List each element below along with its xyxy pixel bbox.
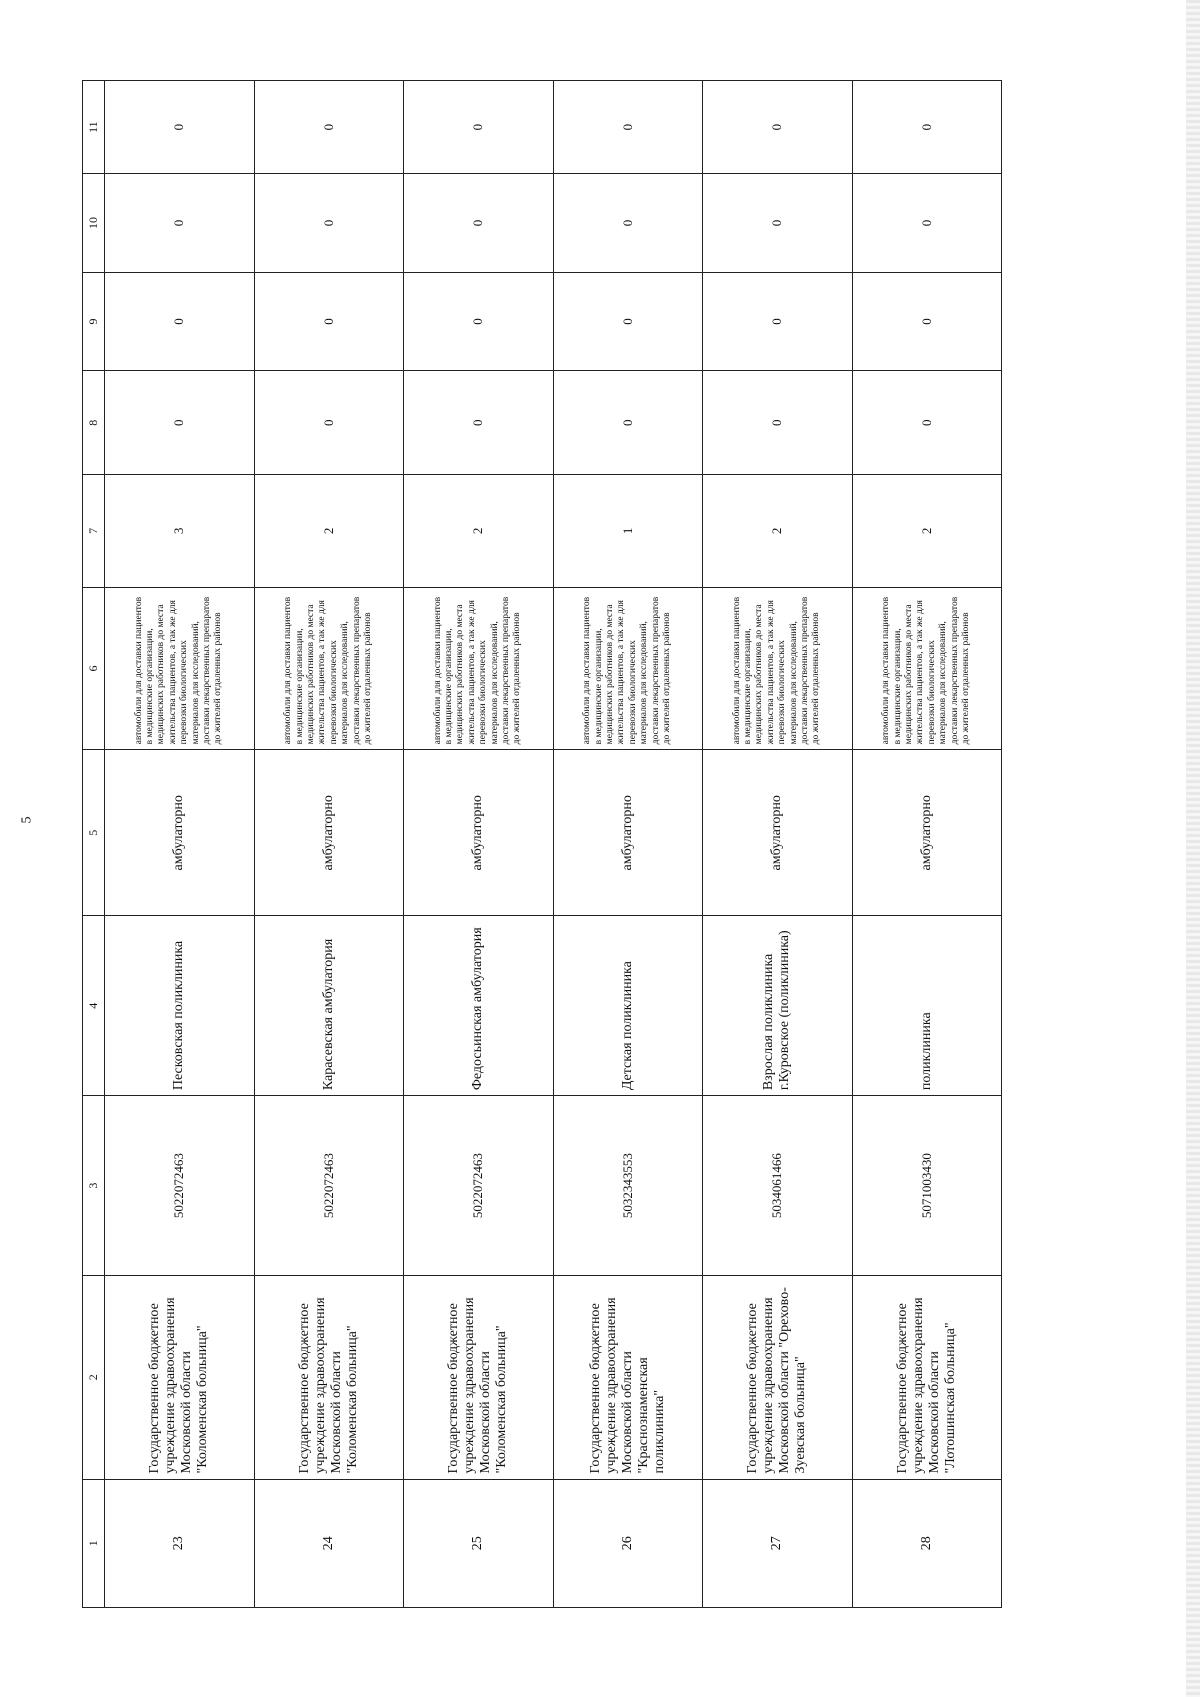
value-col-8: 0 [254, 371, 404, 475]
value-col-10: 0 [553, 174, 703, 273]
column-number: 3 [83, 1096, 105, 1276]
column-number: 6 [83, 587, 105, 750]
vehicle-purpose: автомобили для доставки пациентов в медицинские организации, медицинских работников до места жительства пациентов, а так же для перевозки биологических материалов для исследований, доставки лекарственных препаратов до жителей отдаленных районов [852, 587, 1002, 750]
organization-name: Государственное бюджетное учреждение здравоохранения Московской области "Краснознаменская поликлиника" [553, 1276, 703, 1479]
column-number: 5 [83, 750, 105, 916]
table-row [852, 81, 1002, 1608]
column-number: 2 [83, 1276, 105, 1479]
value-col-8: 0 [404, 371, 554, 475]
value-col-11: 0 [852, 81, 1002, 174]
subdivision: Взрослая поликлиника г.Куровское (поликлиника) [703, 916, 853, 1096]
column-number: 7 [83, 475, 105, 587]
value-col-10: 0 [703, 174, 853, 273]
scan-edge [1186, 0, 1200, 1697]
organization-name: Государственное бюджетное учреждение здравоохранения Московской области "Коломенская больница" [404, 1276, 554, 1479]
value-col-7: 2 [852, 475, 1002, 587]
column-number: 1 [83, 1479, 105, 1607]
vehicle-purpose: автомобили для доставки пациентов в медицинские организации, медицинских работников до места жительства пациентов, а так же для перевозки биологических материалов для исследований, доставки лекарственных препаратов до жителей отдаленных районов [553, 587, 703, 750]
value-col-11: 0 [404, 81, 554, 174]
column-number: 4 [83, 916, 105, 1096]
value-col-11: 0 [105, 81, 255, 174]
value-col-10: 0 [404, 174, 554, 273]
table-row [553, 81, 703, 1608]
row-number: 23 [105, 1479, 255, 1607]
value-col-8: 0 [703, 371, 853, 475]
column-number: 11 [83, 81, 105, 174]
inn: 5022072463 [105, 1096, 255, 1276]
care-condition: амбулаторно [852, 750, 1002, 916]
value-col-9: 0 [404, 272, 554, 371]
care-condition: амбулаторно [703, 750, 853, 916]
inn: 5022072463 [254, 1096, 404, 1276]
value-col-7: 2 [254, 475, 404, 587]
column-number-row [83, 81, 105, 1608]
care-condition: амбулаторно [553, 750, 703, 916]
value-col-7: 2 [703, 475, 853, 587]
column-number: 10 [83, 174, 105, 273]
value-col-10: 0 [105, 174, 255, 273]
row-number: 25 [404, 1479, 554, 1607]
row-number: 27 [703, 1479, 853, 1607]
inn: 5034061466 [703, 1096, 853, 1276]
subdivision: Федосьинская амбулатория [404, 916, 554, 1096]
vehicle-purpose: автомобили для доставки пациентов в медицинские организации, медицинских работников до места жительства пациентов, а так же для перевозки биологических материалов для исследований, доставки лекарственных препаратов до жителей отдаленных районов [105, 587, 255, 750]
value-col-10: 0 [852, 174, 1002, 273]
table-row [404, 81, 554, 1608]
inn: 5071003430 [852, 1096, 1002, 1276]
organization-name: Государственное бюджетное учреждение здравоохранения Московской области "Орехово-Зуевская больница" [703, 1276, 853, 1479]
inn: 5022072463 [404, 1096, 554, 1276]
vehicles-table [82, 80, 1002, 1608]
value-col-7: 3 [105, 475, 255, 587]
row-number: 26 [553, 1479, 703, 1607]
table-row [254, 81, 404, 1608]
organization-name: Государственное бюджетное учреждение здравоохранения Московской области "Лотошинская больница" [852, 1276, 1002, 1479]
value-col-7: 2 [404, 475, 554, 587]
value-col-8: 0 [852, 371, 1002, 475]
column-number: 9 [83, 272, 105, 371]
page-number: 5 [19, 816, 35, 824]
value-col-11: 0 [254, 81, 404, 174]
row-number: 24 [254, 1479, 404, 1607]
subdivision: поликлиника [852, 916, 1002, 1096]
value-col-9: 0 [105, 272, 255, 371]
table-row [703, 81, 853, 1608]
vehicle-purpose: автомобили для доставки пациентов в медицинские организации, медицинских работников до места жительства пациентов, а так же для перевозки биологических материалов для исследований, доставки лекарственных препаратов до жителей отдаленных районов [254, 587, 404, 750]
care-condition: амбулаторно [105, 750, 255, 916]
value-col-8: 0 [553, 371, 703, 475]
inn: 5032343553 [553, 1096, 703, 1276]
care-condition: амбулаторно [254, 750, 404, 916]
organization-name: Государственное бюджетное учреждение здравоохранения Московской области "Коломенская больница" [254, 1276, 404, 1479]
value-col-9: 0 [852, 272, 1002, 371]
subdivision: Детская поликлиника [553, 916, 703, 1096]
row-number: 28 [852, 1479, 1002, 1607]
value-col-9: 0 [254, 272, 404, 371]
subdivision: Карасевская амбулатория [254, 916, 404, 1096]
value-col-11: 0 [703, 81, 853, 174]
value-col-10: 0 [254, 174, 404, 273]
vehicle-purpose: автомобили для доставки пациентов в медицинские организации, медицинских работников до места жительства пациентов, а так же для перевозки биологических материалов для исследований, доставки лекарственных препаратов до жителей отдаленных районов [703, 587, 853, 750]
value-col-11: 0 [553, 81, 703, 174]
value-col-7: 1 [553, 475, 703, 587]
subdivision: Песковская поликлиника [105, 916, 255, 1096]
value-col-9: 0 [703, 272, 853, 371]
organization-name: Государственное бюджетное учреждение здравоохранения Московской области "Коломенская больница" [105, 1276, 255, 1479]
vehicle-purpose: автомобили для доставки пациентов в медицинские организации, медицинских работников до места жительства пациентов, а так же для перевозки биологических материалов для исследований, доставки лекарственных препаратов до жителей отдаленных районов [404, 587, 554, 750]
care-condition: амбулаторно [404, 750, 554, 916]
value-col-9: 0 [553, 272, 703, 371]
table-row [105, 81, 255, 1608]
column-number: 8 [83, 371, 105, 475]
value-col-8: 0 [105, 371, 255, 475]
rotated-page-content [82, 80, 1002, 1608]
